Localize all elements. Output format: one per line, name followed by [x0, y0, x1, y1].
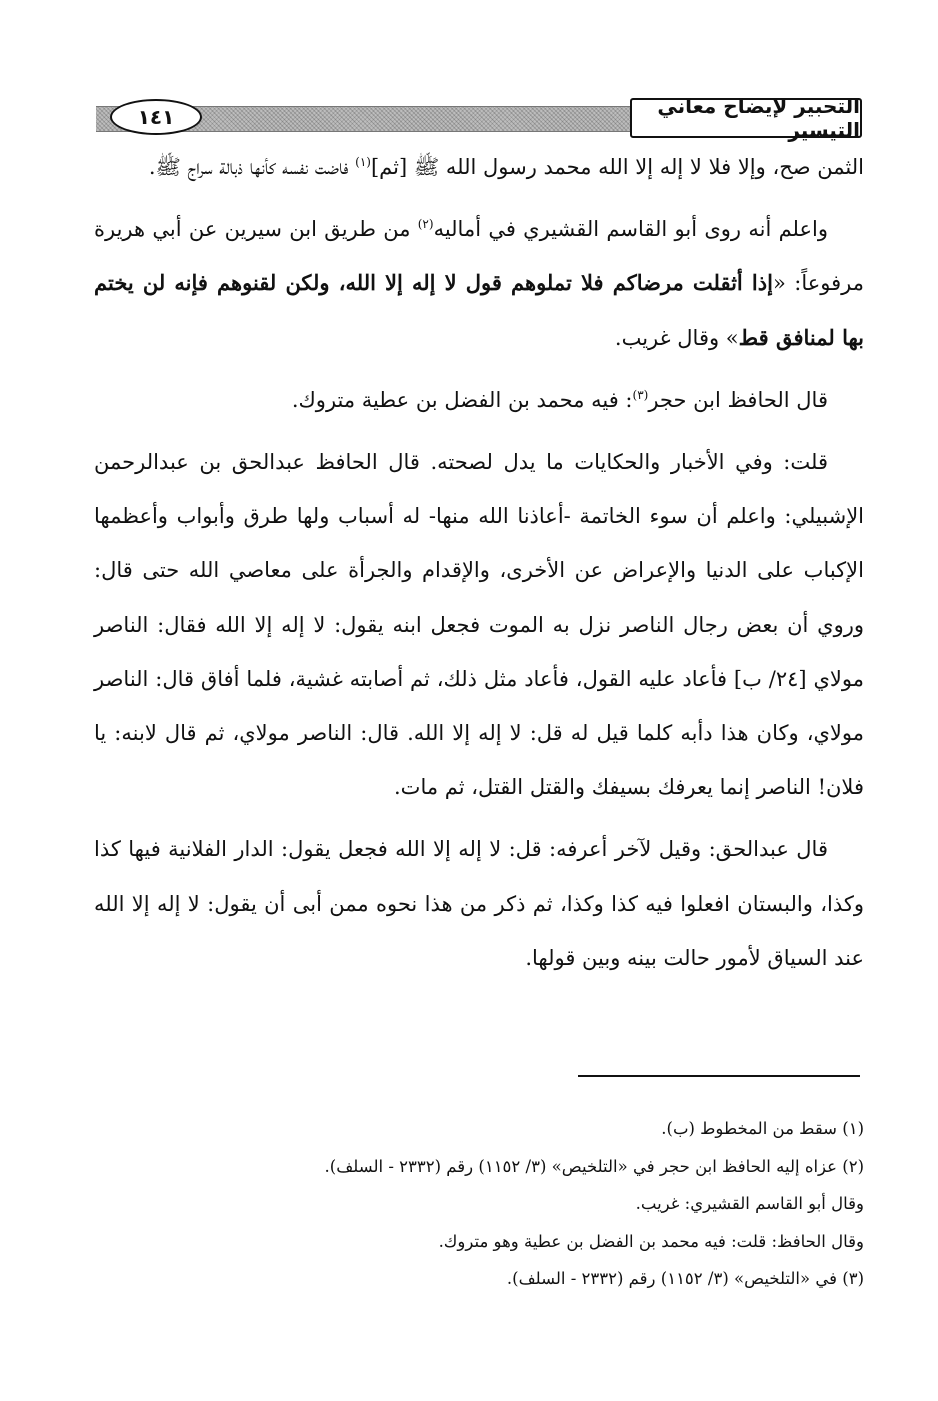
- footnote-ref-1: (١): [355, 155, 371, 169]
- paragraph-text: قال الحافظ ابن حجر: [648, 387, 828, 412]
- footnote-2-continued: وقال الحافظ: قلت: فيه محمد بن الفضل بن عطية وهو متروك.: [438, 1231, 864, 1251]
- page-number-oval: [110, 99, 202, 135]
- paragraph-text: فاضت نفسه كأنها ذبالة سراج ﷺ.: [148, 155, 356, 179]
- footnote-ref-2: (٢): [417, 217, 434, 232]
- book-title: التحبير لإيضاح معاني التيسير: [657, 94, 860, 142]
- paragraph-text: من طريق ابن سيرين عن أبي هريرة مرفوعاً: «: [94, 217, 865, 296]
- footnote-1: (١) سقط من المخطوط (ب).: [661, 1119, 864, 1138]
- paragraph-4: قلت: وفي الأخبار والحكايات ما يدل لصحته. قال الحافظ عبدالحق بن عبدالرحمن الإشبيلي: واعلم أن سوء الخاتمة -أعاذنا الله منها- له أسباب ولها طرق وأبواب وأعظمها الإكباب على الدنيا والإعراض عن الأخرى، والإقدام والجرأة على معاصي الله حتى قال: وروي أن بعض رجال الناصر نزل به الموت فجعل ابنه يقول: لا إله إلا الله فقال: الناصر مولاي [٢٤/ ب] فأعاد عليه القول، فأعاد مثل ذلك، ثم أصابته غشية، فلما أفاق قال: الناصر مولاي، وكان هذا دأبه كلما قيل له قل: لا إله إلا الله. قال: الناصر مولاي، ثم قال لابنه: يا فلان! الناصر إنما يعرفك بسيفك والقتل القتل، ثم مات.: [94, 450, 864, 800]
- paragraph-5: قال عبدالحق: وقيل لآخر أعرفه: قل: لا إله إلا الله فجعل يقول: الدار الفلانية فيها كذا وكذا، والبستان افعلوا فيه كذا وكذا، ثم ذكر من هذا نحوه ممن أبى أن يقول: لا إله إلا الله عند السياق لأمور حالت بينه وبين قولها.: [94, 837, 864, 970]
- footnote-3: (٣) في «التلخيص» (٣/ ١١٥٢) رقم (٢٣٣٢ - السلف).: [506, 1269, 864, 1288]
- paragraph-2: [94, 202, 864, 365]
- paragraph-3: [94, 373, 864, 427]
- footnote-ref-3: (٣): [632, 387, 649, 402]
- main-text: [94, 140, 864, 993]
- paragraph-text: : فيه محمد بن الفضل بن عطية متروك.: [291, 387, 633, 412]
- paragraph-text: » وقال غريب.: [614, 325, 739, 350]
- footnote-2-continued: وقال أبو القاسم القشيري: غريب.: [635, 1194, 864, 1213]
- footnote-separator: [578, 1075, 860, 1077]
- paragraph-1: [94, 140, 864, 194]
- hadith-text: إذا أثقلت مرضاكم فلا تملوهم قول لا إله إلا الله، ولكن لقنوهم فإنه لن يختم بها لمنافق قط: [94, 270, 864, 350]
- paragraph-text: الثمن صح، وإلا فلا لا إله إلا الله محمد رسول الله ﷺ [ثم]: [370, 155, 864, 179]
- page-header: [96, 94, 862, 142]
- paragraph-text: واعلم أنه روى أبو القاسم القشيري في أماليه: [433, 217, 828, 242]
- footnotes: [94, 1110, 864, 1298]
- book-title-box: [630, 94, 862, 142]
- footnote-2: (٢) عزاه إليه الحافظ ابن حجر في «التلخيص» (٣/ ١١٥٢) رقم (٢٣٣٢ - السلف).: [324, 1156, 864, 1176]
- page-number: ١٤١: [137, 105, 175, 129]
